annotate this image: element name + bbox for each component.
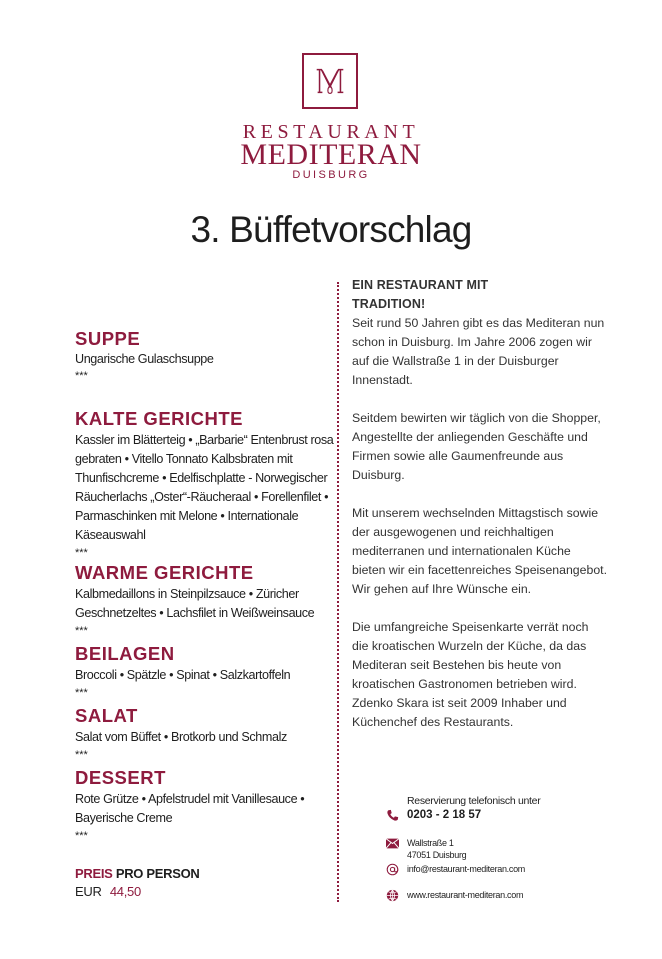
menu-section-suppe [75,328,214,383]
price-label [75,865,200,883]
brand-name-line1: RESTAURANT [242,121,420,143]
address-street: Wallstraße 1 [407,838,454,848]
reservation-label: Reservierung telefonisch unter [407,795,541,807]
section-items: Kalbmedaillons in Steinpilzsauce • Züricher Geschnetzeltes • Lachsfilet in Weißweinsauce [75,587,315,620]
about-column [352,276,607,751]
section-heading: SALAT [75,705,138,726]
section-items: Ungarische Gulaschsuppe [75,352,214,366]
price-value [75,883,200,901]
monogram-m-icon [311,62,349,100]
dotted-divider [337,282,339,902]
phone-icon [384,807,400,823]
globe-icon [384,887,400,903]
section-heading: WARME GERICHTE [75,562,254,583]
menu-section-salat [75,705,287,762]
price-label-accent: PREIS [75,866,113,881]
contact-phone-row [384,795,540,823]
website-link[interactable]: www.restaurant-mediteran.com [407,890,524,900]
brand-city: DUISBURG [292,169,370,181]
contact-address-row [384,837,466,861]
brand-name-line2: MEDITERAN [240,138,422,171]
section-items: Salat vom Büffet • Brotkorb und Schmalz [75,730,287,744]
price-currency: EUR [75,884,102,899]
section-items: Kassler im Blätterteig • „Barbarie“ Entenbrust rosa gebraten • Vitello Tonnato Kalbsbraten mit Thunfischcreme • Edelfischplatte - Norwegischer Räucherlachs „Oster“-Räucheraal • Forellenfilet • Parmaschinken mit Melone • Internationale Käseauswahl [75,433,334,542]
email-link[interactable]: info@restaurant-mediteran.com [407,864,525,874]
page-title: 3. Büffetvorschlag [190,209,472,250]
section-heading: SUPPE [75,328,141,349]
logo-monogram [302,53,358,109]
section-separator: *** [75,370,88,382]
phone-number[interactable]: 0203 - 2 18 57 [407,809,482,821]
price-block [75,865,200,901]
address-city: 47051 Duisburg [407,850,467,860]
about-paragraph: Seitdem bewirten wir täglich von die Shopper, Angestellte der anliegenden Geschäfte und Firmen sowie alle Gaumenfreunde aus Duisburg. [352,411,601,482]
section-separator: *** [75,687,88,699]
section-heading: BEILAGEN [75,643,175,664]
section-heading: KALTE GERICHTE [75,408,244,429]
menu-section-dessert [75,767,335,843]
contact-email-row [384,861,525,877]
about-paragraph: Die umfangreiche Speisenkarte verrät noch die kroatischen Wurzeln der Küche, da das Mediteran seit Bestehen bis heute von kroatischen Gastronomen betrieben wird. Zdenko Skara ist seit 2009 Inhaber und Küchenchef des Restaurants. [352,620,589,729]
contact-website-row [384,887,523,903]
section-separator: *** [75,749,88,761]
envelope-icon [384,837,400,849]
menu-section-kalte-gerichte [75,408,335,560]
section-separator: *** [75,830,88,842]
about-paragraph: Seit rund 50 Jahren gibt es das Mediteran nun schon in Duisburg. Im Jahre 2006 zogen wir auf die Wallstraße 1 in der Duisburger Innenstadt. [352,316,605,387]
menu-section-beilagen [75,643,290,700]
section-items: Broccoli • Spätzle • Spinat • Salzkartoffeln [75,668,291,682]
section-heading: DESSERT [75,767,166,788]
about-heading-line2: TRADITION! [352,297,426,311]
section-separator: *** [75,547,88,559]
price-amount: 44,50 [109,884,141,899]
at-icon [384,861,400,877]
menu-section-warme-gerichte [75,562,335,638]
about-heading-line1: EIN RESTAURANT MIT [352,278,489,292]
section-items: Rote Grütze • Apfelstrudel mit Vanillesauce • Bayerische Creme [75,792,305,825]
section-separator: *** [75,625,88,637]
about-paragraph: Mit unserem wechselnden Mittagstisch sowie der ausgewogenen und reichhaltigen mediterranen und internationalen Küche bieten wir ein facettenreiches Speisenangebot. Wir gehen auf Ihre Wünsche ein. [352,506,607,596]
price-label-rest: PRO PERSON [115,866,200,881]
